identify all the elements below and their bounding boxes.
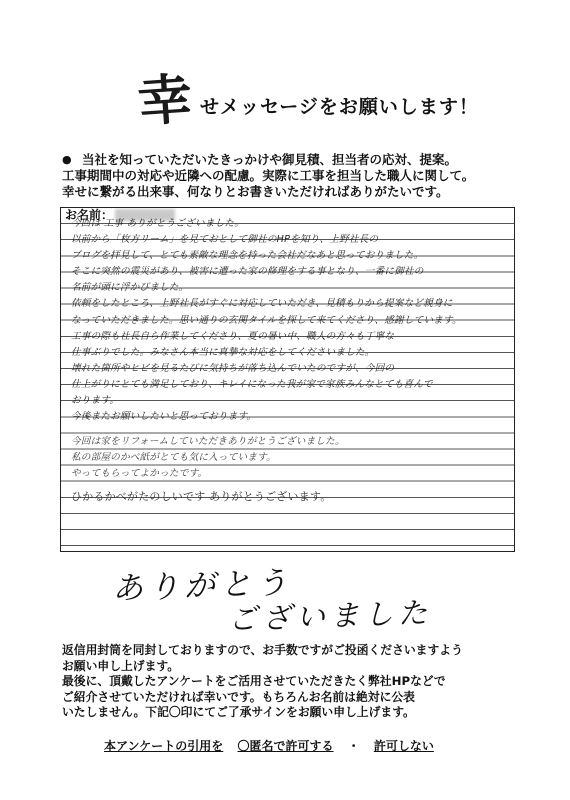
message-line: 今後またお願いしたいと思っております。 bbox=[71, 411, 257, 423]
footer-text bbox=[62, 643, 532, 721]
message-line: なっていただきました。思い通りの玄関タイルを探して来てくださり、感謝しています。 bbox=[71, 314, 462, 326]
intro-line: 幸せに繋がる出来事、何なりとお書きいただければありがたいです。 bbox=[62, 184, 449, 199]
message-line: 仕上がりにとても満足しており、キレイになった我が家で家族みんなとても喜んで bbox=[71, 378, 433, 390]
footer-line: 返信用封筒を同封しておりますので、お手数ですがご投函くださいますよう bbox=[62, 643, 463, 657]
consent-row bbox=[104, 737, 434, 754]
message-line: 仕事ぶりでした。みなさん本当に真摯な対応をしてくださいました。 bbox=[71, 346, 375, 358]
message-line: 今回は家をリフォームしていただきありがとうございました。 bbox=[71, 436, 345, 447]
thanks-line-1: ありがとう bbox=[111, 564, 293, 608]
kou-calligraphy: 幸 bbox=[135, 66, 195, 134]
child-message bbox=[71, 489, 508, 505]
message-box bbox=[60, 207, 515, 552]
consent-option-no[interactable]: 許可しない bbox=[373, 739, 434, 753]
footer-line: いたしません。下記〇印にてご了承サインをお願い申し上げます。 bbox=[62, 705, 415, 720]
bullet-icon: ● bbox=[62, 153, 72, 166]
message-line: 私の部屋のかべ紙がとても気に入っています。 bbox=[71, 452, 276, 464]
message-line: 名前が頭に浮かびました。 bbox=[71, 282, 189, 294]
message-line: 壊れた箇所やヒビを見るたびに気持ちが落ち込んでいたのですが、今回の bbox=[71, 362, 395, 374]
footer-line: お願い申し上げます。 bbox=[62, 658, 180, 673]
handwritten-message bbox=[71, 216, 508, 425]
message-line: 以前から「枚方リーム」を見ておとして御社のHPを知り、上野社長の bbox=[71, 234, 379, 246]
consent-label: 本アンケートの引用を bbox=[104, 739, 224, 753]
consent-option-yes[interactable]: 〇匿名で許可する bbox=[237, 739, 334, 753]
page-title: せメッセージをお願いします！ bbox=[200, 96, 479, 118]
message-line: やってもらってよかったです。 bbox=[71, 468, 208, 480]
footer-line: 最後に、頂戴したアンケートをご活用させていただきたく弊社HPなどで bbox=[62, 674, 446, 689]
intro-line: 当社を知っていただいたきっかけや御見積、担当者の応対、提案。 bbox=[82, 152, 458, 167]
message-line: 依頼をしたところ、上野社長がすぐに対応していただき、見積もりから提案など親身に bbox=[71, 298, 453, 310]
message-line: ひかるかべがたのしいです ありがとうございます。 bbox=[71, 490, 332, 503]
message-line: ブログを拝見して、とても素敵な理念を持った会社だなあと思っておりました。 bbox=[71, 250, 424, 262]
message-line: 工事の際も社長自ら作業してくださり、夏の暑い中、職人の方々も丁寧な bbox=[71, 330, 395, 342]
consent-separator: ・ bbox=[347, 739, 360, 753]
message-line: 今回は 工事 ありがとうございました。 bbox=[71, 218, 244, 229]
intro-line: 工事期間中の対応や近隣への配慮。実際に工事を担当した職人に関して。 bbox=[62, 168, 475, 183]
name-label: お名前： bbox=[65, 208, 114, 222]
handwritten-message-2 bbox=[71, 434, 508, 482]
footer-line: ご紹介させていただければ幸いです。もちろんお名前は絶対に公表 bbox=[62, 689, 415, 704]
message-line: そこに突然の震災があり、被害に遭った家の修理をする事となり、一番に御社の bbox=[71, 266, 424, 278]
intro-text bbox=[62, 152, 532, 200]
thanks-line-2: ございました bbox=[227, 595, 433, 637]
message-line: おります。 bbox=[71, 395, 120, 407]
